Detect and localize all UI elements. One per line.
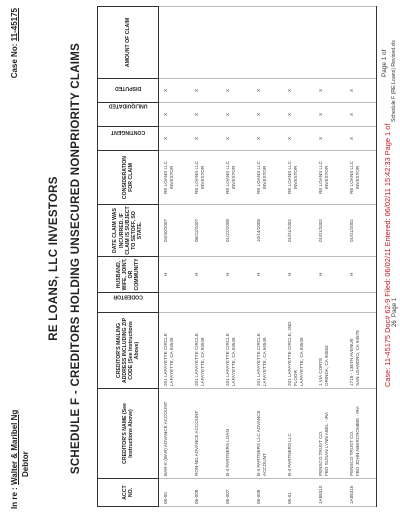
creditors-table [97,6,377,507]
table-row [159,7,191,507]
col-disputed [98,79,159,103]
cell-consideration-line2: INVESTOR [355,165,361,190]
cell-disputed: X [221,79,252,103]
cell-name-line1: PENSCO TRUST CO. [349,430,354,476]
cell-acct: 06-01 [283,479,314,507]
cell-name [314,389,345,479]
in-re-line [10,410,19,509]
cell-name-line1: PENSCO TRUST CO. [318,430,323,476]
cell-amount [345,7,377,79]
cell-amount [190,7,221,79]
cell-hwjc: H [159,257,191,293]
cell-unliquidated: X [314,103,345,127]
table-row [190,7,221,507]
cell-name-line1: B-4 PARTNERS LLC [287,433,292,476]
cell-consideration-line1: RE LOANS LLC [318,161,323,194]
table-row [283,7,314,507]
court-filing-stamp: Case: 11-45175 Doc# 62-9 Filed: 06/02/11 Entered: 06/02/11 15:42:33 Page 1 of [383,123,392,387]
col-contingent-label: CONTINGENT [110,128,146,135]
cell-acct: 06-00 [159,479,191,507]
cell-disputed: X [190,79,221,103]
cell-consideration-line1: RE LOANS LLC [256,161,261,194]
cell-consideration-line2: INVESTOR [169,165,175,190]
col-disputed-label: DISPUTED [114,85,142,91]
cell-consideration-line2: INVESTOR [324,165,330,190]
cell-disputed: X [252,79,283,103]
col-codebtor [98,293,159,313]
cell-codebtor [190,293,221,313]
cell-address-line1: 1718 - 136TH AVENUE [349,338,354,386]
cell-disputed: X [345,79,377,103]
page-of-text: Page 1 of [381,49,388,77]
cell-name [345,389,377,479]
cell-address-line2: LAFAYETTE, CA 94549 [169,337,175,386]
cell-contingent: X [252,127,283,151]
cell-unliquidated: X [190,103,221,127]
table-header-row [98,7,159,507]
cell-codebtor [252,293,283,313]
table-row [345,7,377,507]
cell-codebtor [221,293,252,313]
cell-address [221,313,252,389]
cell-contingent: X [221,127,252,151]
cell-date: 01/01/2002 [314,205,345,257]
document-title: RE LOANS, LLC INVESTORS [48,176,60,341]
cell-unliquidated: X [252,103,283,127]
cell-consideration [345,151,377,205]
cell-address [314,313,345,389]
cell-consideration-line1: RE LOANS LLC [163,161,168,194]
cell-name-line1: BAR-K (BAR) ADVANCE ACCOUNT [163,401,168,476]
cell-address-line2: LAFAYETTE, CA 94549 [200,337,206,386]
cell-consideration [221,151,252,205]
cell-unliquidated: X [283,103,314,127]
cell-unliquidated: X [221,103,252,127]
cell-acct: 06-008 [252,479,283,507]
cell-name-line1: B-4 PARTNERS LLC ADVANCE ACCOUNT [256,410,268,476]
in-re-prefix: In re : [10,487,19,509]
cell-consideration-line1: RE LOANS LLC [225,161,230,194]
cell-address-line2: LAFAYETTE, CA 94549 [262,337,268,386]
cell-hwjc: H [190,257,221,293]
col-creditor-name: CREDITOR'S NAME (See Instructions Above) [98,389,159,479]
cell-date: 06/22/2007 [190,205,221,257]
debtor-name: Walter & Maribel Ng [10,409,19,485]
cell-unliquidated: X [159,103,191,127]
cell-hwjc: H [283,257,314,293]
cell-address [190,313,221,389]
cell-acct: 1A88315 [345,479,377,507]
col-amount: AMOUNT OF CLAIM [98,7,159,79]
col-unliquidated [98,103,159,127]
cell-hwjc: H [221,257,252,293]
cell-name [159,389,191,479]
cell-address-line2: LAFAYETTE, CA 94549 [231,337,237,386]
cell-codebtor [283,293,314,313]
cell-codebtor [345,293,377,313]
cell-acct: 06-007 [221,479,252,507]
col-husband-wife: HUSBAND, WIFE, JOINT, OR COMMUNITY [98,257,159,293]
col-unliquidated-label: UNLIQUIDATED [108,102,148,109]
cell-address-line2: ORINDA, CA 94563 [324,345,330,386]
cell-contingent: X [283,127,314,151]
cell-contingent: X [190,127,221,151]
page-number [392,298,398,327]
cell-date: 01/01/2002 [283,205,314,257]
col-mailing-address: CREDITOR'S MAILING ADDRESS INCLUDING ZIP CODE (See Instructions Above) [98,313,159,389]
cell-address-line2: LAFAYETTE, CA 94549 [299,337,305,386]
col-consideration: CONSIDERATION FOR CLAIM [98,151,159,205]
cell-contingent: X [159,127,191,151]
cell-date: 10/14/2008 [252,205,283,257]
schedule-title: SCHEDULE F - CREDITORS HOLDING UNSECURED NONPRIORITY CLAIMS [70,42,82,475]
cell-address-line1: 1 VIA CORTE [318,357,323,386]
cell-unliquidated: X [345,103,377,127]
cell-consideration-line2: INVESTOR [200,165,206,190]
cell-hwjc: H [345,257,377,293]
cell-name-line2: FBO JOHN ABERCROMBIE - IRA [355,406,361,476]
cell-disputed: X [283,79,314,103]
cell-consideration-line2: INVESTOR [293,165,299,190]
cell-hwjc: H [252,257,283,293]
cell-consideration [314,151,345,205]
cell-acct: 06-008 [190,479,221,507]
cell-amount [221,7,252,79]
table-row [252,7,283,507]
cell-address-line1: 201 LAFAYETTE CIRCLE [225,333,230,386]
cell-date: 01/22/2008 [221,205,252,257]
case-number [10,8,19,78]
cell-name [221,389,252,479]
cell-codebtor [159,293,191,313]
cell-address-line1: 201 LAFAYETTE CIRCLE [256,333,261,386]
page-label: Page 1 [392,297,398,317]
table-row [314,7,345,507]
cell-name [283,389,314,479]
cell-hwjc: H [314,257,345,293]
cell-acct: 1A88310 [314,479,345,507]
cell-consideration [159,151,191,205]
col-acct-no: ACCT NO. [98,479,159,507]
cell-address [159,313,191,389]
cell-contingent: X [345,127,377,151]
cell-address-line2: SAN LEANDRO, CA 94578 [355,330,361,386]
cell-amount [252,7,283,79]
cell-address-line1: 201 LAFAYETTE CIRCLE [163,333,168,386]
cell-name-line1: RON-NG ADVANCE ACCOUNT [194,410,199,476]
col-date-incurred: DATE CLAIM WAS INCURRED. IF CLAIM IS SUBJECT TO SETOFF, SO STATE. [98,205,159,257]
col-codebtor-label: CODEBTOR [113,293,143,300]
cell-amount [314,7,345,79]
cell-name-line2: FBO SUSAN LYNN ABEL - IRA [324,411,330,476]
cell-consideration [283,151,314,205]
cell-disputed: X [314,79,345,103]
cell-amount [283,7,314,79]
stamp-continuation: 26 [392,320,398,327]
cell-consideration-line1: RE LOANS LLC [194,161,199,194]
case-no-value: 11-45175 [10,8,19,42]
cell-consideration-line2: INVESTOR [231,165,237,190]
cell-name-line1: B-4 PARTNERS LOAN [225,429,230,476]
cell-date: 04/30/2007 [159,205,191,257]
cell-contingent: X [314,127,345,151]
cell-consideration-line1: RE LOANS LLC [349,161,354,194]
cell-consideration [252,151,283,205]
cell-address [252,313,283,389]
cell-address-line1: 201 LAFAYETTE CIRCLE [194,333,199,386]
table-row [221,7,252,507]
cell-date: 01/01/2002 [345,205,377,257]
cell-address [283,313,314,389]
cell-name [252,389,283,479]
cell-address-line1: 201 LAFAYETTE CIRCLE, 2ND FLOOR [287,321,299,386]
debtor-label: Debtor [21,451,30,477]
cell-name [190,389,221,479]
cell-consideration [190,151,221,205]
col-contingent [98,127,159,151]
cell-amount [159,7,191,79]
cell-codebtor [314,293,345,313]
cell-disputed: X [159,79,191,103]
schedule-file-note: Schedule F (RE Loans) Revised.xls [391,40,397,122]
page-of-label [381,50,388,77]
cell-consideration-line1: RE LOANS LLC [287,161,292,194]
cell-address [345,313,377,389]
case-no-label: Case No: [10,43,19,79]
cell-consideration-line2: INVESTOR [262,165,268,190]
